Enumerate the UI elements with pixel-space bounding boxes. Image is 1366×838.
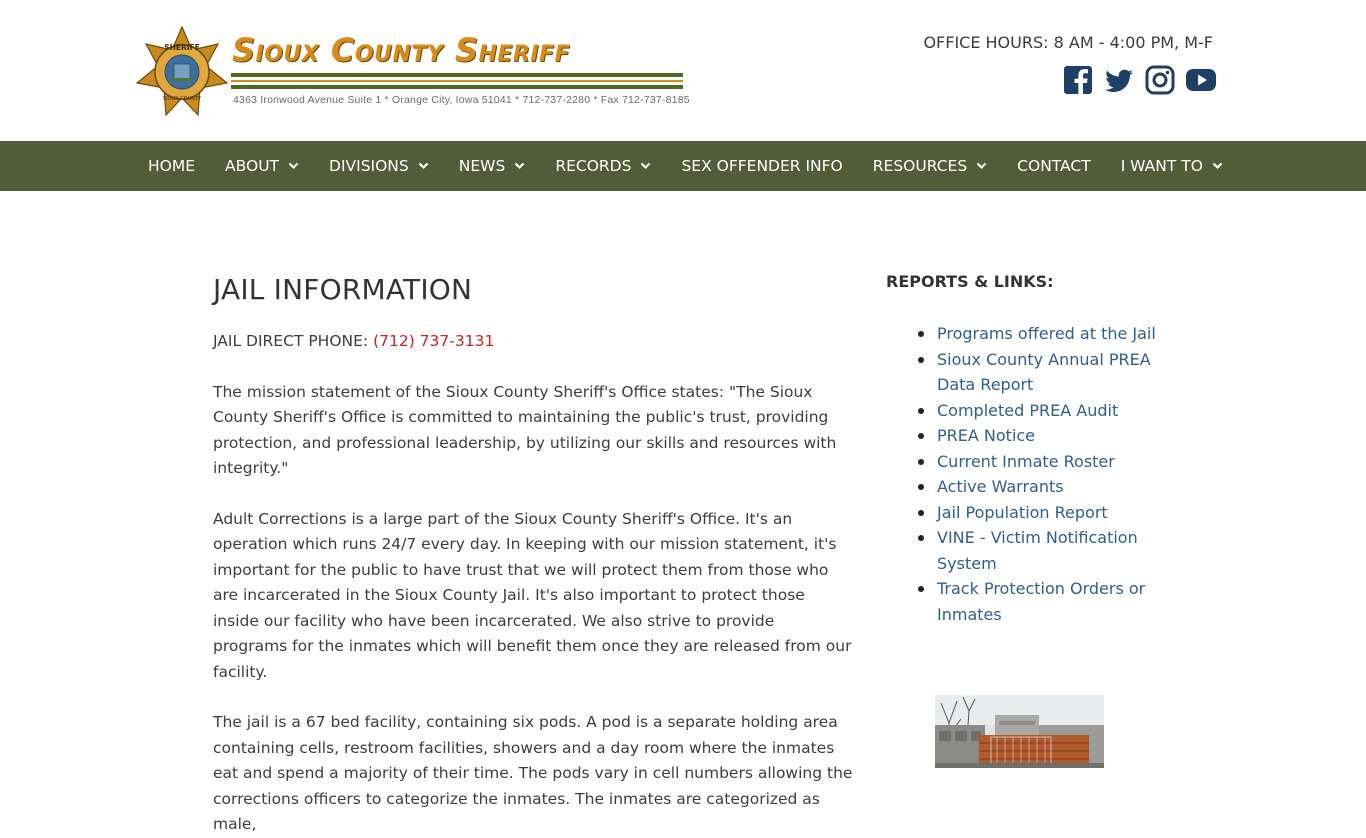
sidebar (886, 272, 1186, 627)
list-item (937, 576, 1157, 627)
youtube-icon[interactable] (1185, 64, 1217, 96)
instagram-icon[interactable] (1144, 64, 1176, 96)
nav-item-label: NEWS (458, 157, 506, 175)
nav-item-contact[interactable] (1017, 157, 1091, 175)
link-prea-audit[interactable]: Completed PREA Audit (937, 400, 1119, 420)
list-item (937, 500, 1157, 526)
nav-item-label: HOME (148, 157, 196, 175)
nav-item-label: RECORDS (555, 157, 632, 175)
reports-links-list (886, 321, 1186, 627)
nav-item-label: ABOUT (225, 157, 280, 175)
nav-item-home[interactable] (148, 157, 195, 175)
link-active-warrants[interactable]: Active Warrants (937, 477, 1064, 496)
sheriff-badge-logo[interactable] (136, 26, 228, 116)
page-title: JAIL INFORMATION (213, 273, 473, 306)
nav-item-sex-offender-info[interactable] (681, 157, 842, 175)
nav-item-label: CONTACT (1017, 157, 1091, 175)
site-header (0, 0, 1366, 141)
brand-divider (231, 85, 683, 89)
link-track-protection-orders[interactable]: Track Protection Orders or Inmates (937, 579, 1146, 624)
badge-top-text: SHERIFF (164, 43, 200, 52)
nav-item-i-want-to[interactable] (1121, 157, 1223, 175)
link-programs[interactable]: Programs offered at the Jail (937, 324, 1156, 343)
facebook-icon[interactable] (1062, 64, 1094, 96)
nav-item-news[interactable] (459, 157, 526, 175)
chevron-down-icon[interactable] (418, 162, 429, 170)
nav-item-label: DIVISIONS (329, 157, 409, 175)
nav-item-about[interactable] (225, 157, 299, 175)
nav-item-divisions[interactable] (329, 157, 429, 175)
facility-paragraph: The jail is a 67 bed facility, containing six pods. A pod is a separate holding area containing cells, restroom facilities, showers and a day room where the inmates eat and spend a majority of their time. The pods vary in cell numbers allowing the corrections officers to categorize the inmates. The inmates are categorized as male, (213, 713, 853, 833)
office-hours: OFFICE HOURS: 8 AM - 4:00 PM, M-F (923, 33, 1213, 52)
badge-bottom-text: SIOUX COUNTY (162, 96, 202, 102)
jail-building-photo (935, 695, 1104, 768)
chevron-down-icon[interactable] (1212, 162, 1223, 170)
list-item (937, 321, 1157, 347)
link-jail-population[interactable]: Jail Population Report (937, 502, 1108, 522)
list-item (937, 398, 1157, 424)
list-item (937, 449, 1157, 475)
chevron-down-icon[interactable] (976, 162, 987, 170)
chevron-down-icon[interactable] (514, 162, 525, 170)
brand-divider (231, 73, 683, 77)
jail-phone-link[interactable]: (712) 737-3131 (373, 332, 495, 350)
nav-menu (148, 141, 1253, 191)
main-navigation (0, 141, 1366, 191)
nav-item-label: SEX OFFENDER INFO (681, 157, 843, 175)
twitter-icon[interactable] (1103, 64, 1135, 96)
nav-item-label: I WANT TO (1120, 157, 1203, 175)
link-annual-prea-report[interactable]: Sioux County Annual PREA Data Report (937, 349, 1151, 394)
mission-paragraph: The mission statement of the Sioux County Sheriff's Office states: "The Sioux County Sheriff's Office is committed to maintaining the public's trust, providing protection, and professional leadership, by utilizing our skills and resources with integrity." (213, 382, 837, 477)
list-item (937, 347, 1157, 398)
nav-item-label: RESOURCES (872, 157, 968, 175)
list-item (937, 525, 1157, 576)
list-item (937, 423, 1157, 449)
jail-phone-line (213, 329, 853, 355)
jail-phone-label: JAIL DIRECT PHONE: (213, 332, 374, 350)
nav-item-resources[interactable] (873, 157, 987, 175)
link-inmate-roster[interactable]: Current Inmate Roster (937, 451, 1115, 471)
sidebar-title: REPORTS & LINKS: (886, 272, 1054, 291)
brand-divider (231, 80, 683, 82)
social-links (1062, 64, 1217, 98)
corrections-paragraph: Adult Corrections is a large part of the Sioux County Sheriff's Office. It's an operation which runs 24/7 every day. In keeping with our mission statement, it's important for the public to have trust that we will protect them from those who are incarcerated in the Sioux County Jail. It's also important to protect those inside our facility who have been incarcerated. We also strive to provide programs for the inmates which will benefit them once they are released from our facility. (213, 509, 852, 681)
chevron-down-icon[interactable] (640, 162, 651, 170)
list-item (937, 474, 1157, 500)
nav-item-records[interactable] (555, 157, 651, 175)
link-vine[interactable]: VINE - Victim Notification System (937, 528, 1138, 573)
chevron-down-icon[interactable] (288, 162, 299, 170)
main-content (213, 270, 853, 838)
link-prea-notice[interactable]: PREA Notice (937, 426, 1036, 445)
brand-address: 4363 Ironwood Avenue Suite 1 * Orange City, Iowa 51041 * 712-737-2280 * Fax 712-737-8185 (233, 94, 690, 106)
brand-title[interactable]: Sioux County Sheriff (232, 31, 571, 69)
